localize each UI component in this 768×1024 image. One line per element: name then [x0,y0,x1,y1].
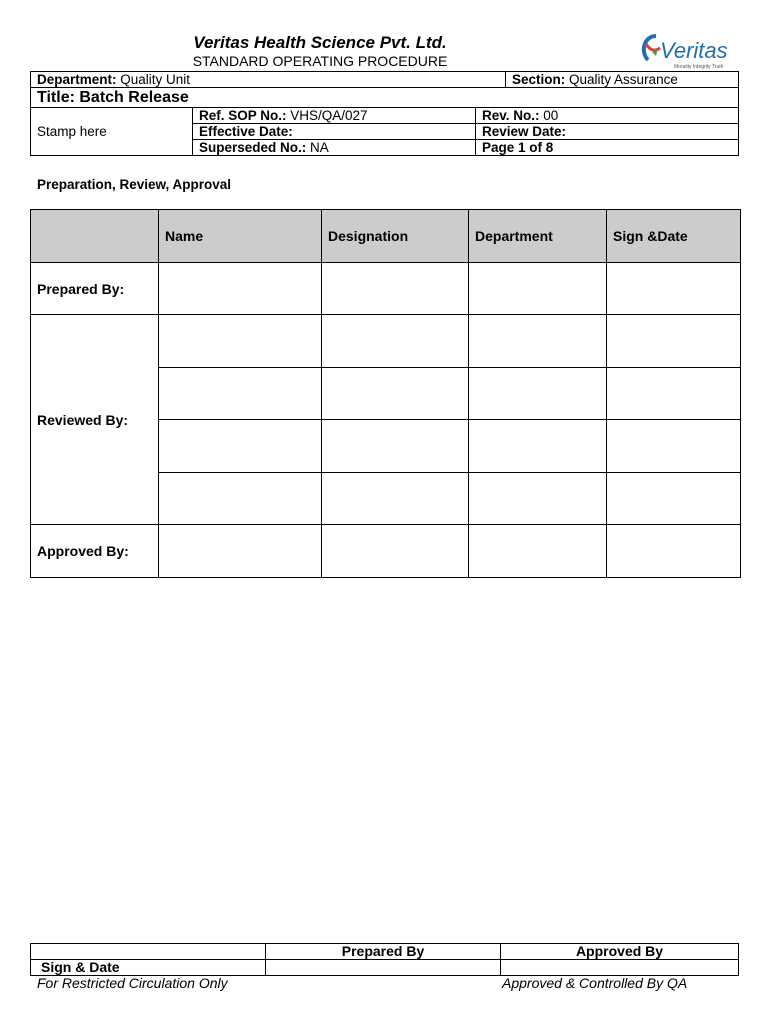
title-table [30,87,739,108]
department-value: Quality Unit [120,72,191,87]
logo-tagline: Morality Integrity Truth [674,64,724,70]
review-date-label: Review Date: [476,124,739,140]
header-sign-date: Sign &Date [607,210,741,263]
superseded-cell [193,140,476,156]
ref-sop-cell [193,108,476,124]
approver-sign-cell[interactable] [607,525,741,578]
prepared-name-cell[interactable] [159,263,322,315]
reviewed-by-label: Reviewed By: [31,315,159,525]
department-table [30,71,739,88]
reviewer-sign-cell[interactable] [607,473,741,525]
header-blank [31,210,159,263]
ref-sop-value: VHS/QA/027 [290,108,368,123]
header-designation: Designation [322,210,469,263]
reviewer-department-cell[interactable] [469,368,607,420]
approved-by-label: Approved By: [31,525,159,578]
footer-prepared-sign[interactable] [266,960,501,976]
effective-date-label: Effective Date: [193,124,476,140]
approved-row [31,525,741,578]
reviewer-department-cell[interactable] [469,420,607,473]
footer-blank [31,944,266,960]
rev-no-value: 00 [543,108,559,123]
section-cell [506,72,739,88]
approval-table [30,209,741,578]
stamp-area: Stamp here [31,108,193,156]
superseded-label: Superseded No.: [199,140,307,155]
prepared-by-label: Prepared By: [31,263,159,315]
approver-name-cell[interactable] [159,525,322,578]
reviewer-designation-cell[interactable] [322,420,469,473]
rev-no-label: Rev. No.: [482,108,540,123]
reviewer-designation-cell[interactable] [322,368,469,420]
rev-no-cell [476,108,739,124]
page-number: Page 1 of 8 [476,140,739,156]
header-department: Department [469,210,607,263]
document-title: Title: Batch Release [31,88,739,108]
superseded-value: NA [310,140,329,155]
prepared-sign-cell[interactable] [607,263,741,315]
reviewer-sign-cell[interactable] [607,368,741,420]
footer-approved-by: Approved By [501,944,739,960]
prepared-designation-cell[interactable] [322,263,469,315]
department-cell [31,72,506,88]
reference-table [30,107,739,156]
approval-heading: Preparation, Review, Approval [37,177,232,192]
approver-designation-cell[interactable] [322,525,469,578]
reviewer-sign-cell[interactable] [607,420,741,473]
department-label: Department: [37,72,117,87]
approver-department-cell[interactable] [469,525,607,578]
logo-text: Veritas [660,38,728,63]
reviewer-department-cell[interactable] [469,315,607,368]
controlled-note: Approved & Controlled By QA [502,975,688,991]
section-value: Quality Assurance [569,72,678,87]
footer-approved-sign[interactable] [501,960,739,976]
reviewer-name-cell[interactable] [159,368,322,420]
reviewed-row [31,315,741,368]
prepared-row [31,263,741,315]
section-label: Section: [512,72,566,87]
footer-sign-date: Sign & Date [31,960,266,976]
footer-prepared-by: Prepared By [266,944,501,960]
company-name: Veritas Health Science Pvt. Ltd. [193,33,447,52]
reviewer-designation-cell[interactable] [322,473,469,525]
restricted-note: For Restricted Circulation Only [37,975,228,991]
document-type: STANDARD OPERATING PROCEDURE [192,53,448,69]
reviewer-name-cell[interactable] [159,473,322,525]
reviewer-sign-cell[interactable] [607,315,741,368]
ref-sop-label: Ref. SOP No.: [199,108,287,123]
prepared-department-cell[interactable] [469,263,607,315]
reviewer-name-cell[interactable] [159,420,322,473]
header-name: Name [159,210,322,263]
reviewer-designation-cell[interactable] [322,315,469,368]
reviewer-department-cell[interactable] [469,473,607,525]
reviewer-name-cell[interactable] [159,315,322,368]
footer-table [30,943,739,976]
veritas-logo [638,30,738,72]
